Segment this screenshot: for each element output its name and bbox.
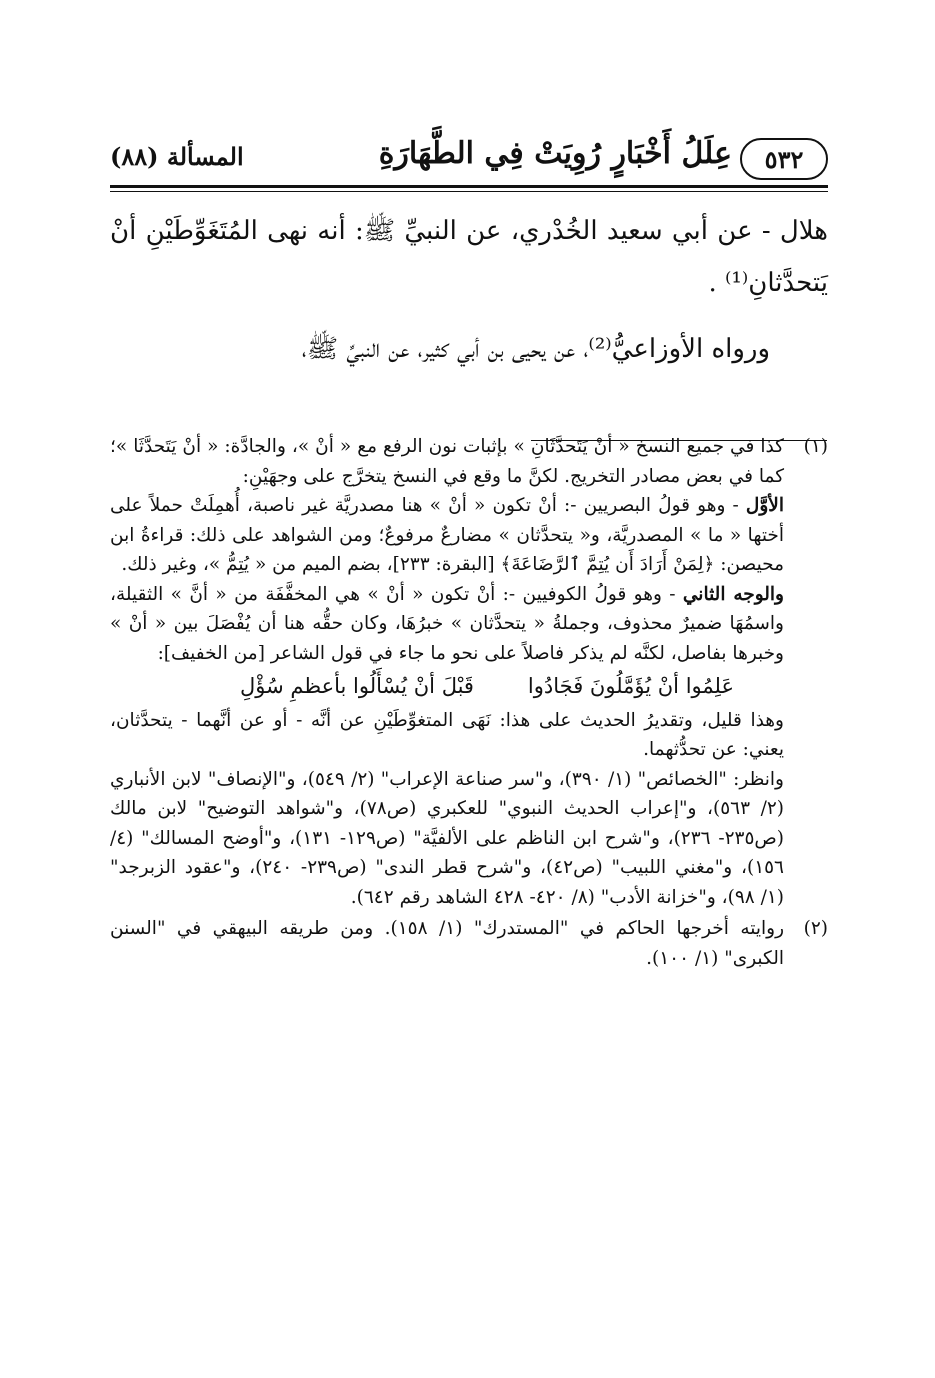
verse-first-hemistich: عَلِمُوا أنْ يُؤَمَّلُونَ فَجَادُوا bbox=[527, 674, 734, 698]
footnote-2 bbox=[110, 914, 828, 973]
issue-label: المسألة (٨٨) bbox=[110, 142, 244, 171]
footnote-1-references: وانظر: "الخصائص" (١/ ٣٩٠)، و"سر صناعة الإعراب" (٢/ ٥٤٩)، و"الإنصاف" لابن الأنباري (٢/ ٥٦٣)، و"إعراب الحديث النبوي" للعكبري (ص٧٨)، و"شواهد التوضيح" لابن مالك (ص٢٣٥- ٢٣٦)، و"شرح ابن الناظم على الألفيَّة" (ص١٢٩- ١٣١)، و"أوضح المسالك" (٤/ ١٥٦)، و"مغني اللبيب" (ص٤٢)، و"شرح قطر الندى" (ص٢٣٩- ٢٤٠)، و"عقود الزبرجد" (١/ ٩٨)، و"خزانة الأدب" (٨/ ٤٢٠- ٤٢٨ الشاهد رقم ٦٤٢). bbox=[110, 768, 784, 908]
footnote-1-first-view bbox=[110, 491, 784, 580]
footnote-1-intro: كذا في جميع النسخ « أنْ يَتَحدَّثَانِ » بإثبات نون الرفع مع « أنْ »، والجادَّة: « أنْ يَتَحدَّثَا »؛ كما في بعض مصادر التخريج. لكنَّ ما وقع في النسخ يتخرَّج على وجهَيْنِ: bbox=[110, 436, 784, 487]
page-number: ٥٣٢ bbox=[740, 138, 828, 180]
footnote-2-text: روايته أخرجها الحاكم في "المستدرك" (١/ ١٥٨). ومن طريقه البيهقي في "السنن الكبرى" (١/ ١٠٠). bbox=[110, 918, 785, 969]
main-paragraph-2: ورواه الأوزاعيُّ⁽²⁾، عن يحيى بن أبي كثير، عن النبيِّ ﷺ، bbox=[301, 334, 770, 364]
header-rule-thin bbox=[110, 191, 828, 192]
footnote-1-second-view bbox=[110, 580, 784, 669]
footnote-1 bbox=[110, 432, 828, 912]
header-rule-thick bbox=[110, 185, 828, 188]
footnote-number: (١) bbox=[803, 436, 828, 457]
main-paragraph-1: هلال - عن أبي سعيد الخُدْري، عن النبيِّ ﷺ: أنه نهى المُتَغَوِّطَيْنِ أنْ يَتحدَّثانِ⁽¹⁾ . bbox=[110, 216, 828, 298]
verse-second-hemistich: قَبْلَ أنْ يُسْأَلُوا بأعظمِ سُؤْلِ bbox=[240, 674, 474, 698]
main-text bbox=[110, 205, 828, 375]
first-view-text: - وهو قولُ البصريين -: أنْ تكون « أنْ » هنا مصدريَّة غير ناصبة، أُهمِلَتْ حملاً على أختها « ما » المصدريَّة، و« يتحدَّثان » مضارعٌ مرفوعٌ؛ ومن الشواهد على ذلك: قراءةُ ابن محيصن: ﴿لِمَنْ أَرَادَ أَن يُتِمَّ ٱلرَّضَاعَةَ﴾ [البقرة: ٢٣٣]، بضم الميم من « يُتِمُّ »، وغير ذلك. bbox=[110, 495, 784, 575]
footnotes bbox=[110, 432, 828, 973]
second-view-text: - وهو قولُ الكوفيين -: أنْ تكون « أنْ » هي المخفَّفَة من « أنَّ » الثقيلة، واسمُهَا ضميرٌ محذوف، وجملةُ « يتحدَّثان » خبرُهَا، وكان حقُّه هنا أن يُفْصَلَ بين « أنْ » وخبرها بفاصل، لكنَّه لم يذكر فاصلاً على نحو ما جاء في قول الشاعر [من الخفيف]: bbox=[110, 583, 784, 664]
page-header bbox=[110, 132, 828, 184]
book-title: عِلَلُ أَخْبَارٍ رُوِيَتْ فِي الطَّهَارَةِ bbox=[378, 136, 732, 171]
footnote-number: (٢) bbox=[803, 918, 828, 939]
second-view-lead: والوجه الثاني bbox=[682, 583, 784, 605]
poetry-verse bbox=[110, 672, 784, 702]
footnote-1-conclusion: وهذا قليل، وتقديرُ الحديث على هذا: نَهَى المتغوِّطَيْنِ عن أنَّه - أو عن أنَّهما - يتحدَّثان، يعني: عن تحدُّثهما. bbox=[110, 709, 784, 760]
first-view-lead: الأوَّل bbox=[745, 495, 784, 516]
